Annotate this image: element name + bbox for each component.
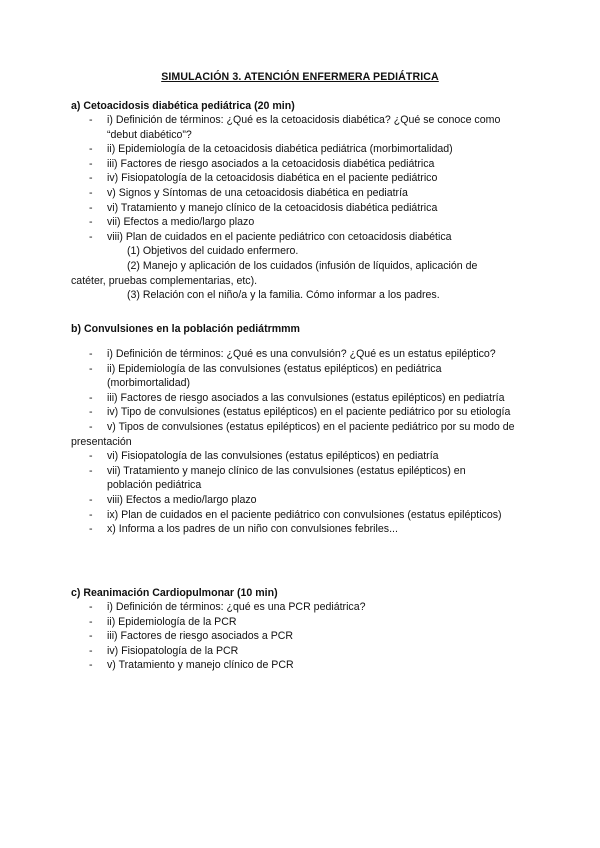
list-item: - ii) Epidemiología de la cetoacidosis diabética pediátrica (morbimortalidad) (89, 143, 453, 156)
list-item: - viii) Efectos a medio/largo plazo (89, 493, 257, 506)
list-item: - i) Definición de términos: ¿Qué es una convulsión? ¿Qué es un estatus epiléptico? (89, 348, 496, 360)
list-item: - ii) Epidemiología de las convulsiones (estatus epilépticos) en pediátrica (morbimortalidad) (89, 362, 442, 390)
item-list (71, 600, 531, 673)
list-item: - vi) Tratamiento y manejo clínico de la cetoacidosis diabética pediátrica (89, 201, 438, 214)
list-item: - iii) Factores de riesgo asociados a PCR (89, 630, 294, 643)
section-convulsiones (71, 322, 531, 537)
sub-item: (2) Manejo y aplicación de los cuidados (infusión de líquidos, aplicación de (127, 259, 478, 272)
list-item: - iv) Tipo de convulsiones (estatus epilépticos) en el paciente pediátrico por su etiología (89, 406, 511, 419)
item-list (71, 449, 531, 537)
sub-item: (3) Relación con el niño/a y la familia. Cómo informar a los padres. (127, 289, 440, 302)
sub-item-continuation: catéter, pruebas complementarias, etc). (71, 274, 258, 287)
list-item: - v) Tratamiento y manejo clínico de PCR (89, 659, 294, 672)
section-heading: a) Cetoacidosis diabética pediátrica (20 min) (71, 100, 295, 112)
list-item: - viii) Plan de cuidados en el paciente pediátrico con cetoacidosis diabética (89, 230, 452, 243)
section-cetoacidosis (71, 99, 531, 303)
list-item: - iii) Factores de riesgo asociados a la cetoacidosis diabética pediátrica (89, 157, 435, 170)
item-continuation: presentación (71, 435, 132, 448)
list-item: - iv) Fisiopatología de la cetoacidosis diabética en el paciente pediátrico (89, 172, 438, 185)
list-item: - vii) Tratamiento y manejo clínico de las convulsiones (estatus epilépticos) en población pediátrica (89, 464, 466, 492)
list-item: - vii) Efectos a medio/largo plazo (89, 216, 255, 229)
sub-item: (1) Objetivos del cuidado enfermero. (127, 245, 299, 258)
list-item: - i) Definición de términos: ¿Qué es la cetoacidosis diabética? ¿Qué se conoce como “debut diabético”? (89, 114, 501, 141)
section-reanimacion (71, 586, 531, 673)
section-heading: c) Reanimación Cardiopulmonar (10 min) (71, 587, 278, 599)
document-title: SIMULACIÓN 3. ATENCIÓN ENFERMERA PEDIÁTRICA (161, 71, 439, 83)
list-item: - ii) Epidemiología de la PCR (89, 615, 237, 628)
section-heading: b) Convulsiones en la población pediátrmmm (71, 323, 300, 335)
list-item: - ix) Plan de cuidados en el paciente pediátrico con convulsiones (estatus epilépticos) (89, 508, 502, 521)
list-item: - v) Tipos de convulsiones (estatus epilépticos) en el paciente pediátrico por su modo de (89, 420, 515, 433)
item-list (71, 347, 531, 435)
list-item: - vi) Fisiopatología de las convulsiones (estatus epilépticos) en pediatría (89, 450, 439, 463)
item-list (71, 113, 531, 244)
list-item: - iv) Fisiopatología de la PCR (89, 644, 239, 657)
list-item: - i) Definición de términos: ¿qué es una PCR pediátrica? (89, 601, 366, 613)
list-item: - iii) Factores de riesgo asociados a las convulsiones (estatus epilépticos) en pediatría (89, 391, 505, 404)
list-item: - v) Signos y Síntomas de una cetoacidosis diabética en pediatría (89, 186, 408, 199)
list-item: - x) Informa a los padres de un niño con convulsiones febriles... (89, 523, 398, 536)
